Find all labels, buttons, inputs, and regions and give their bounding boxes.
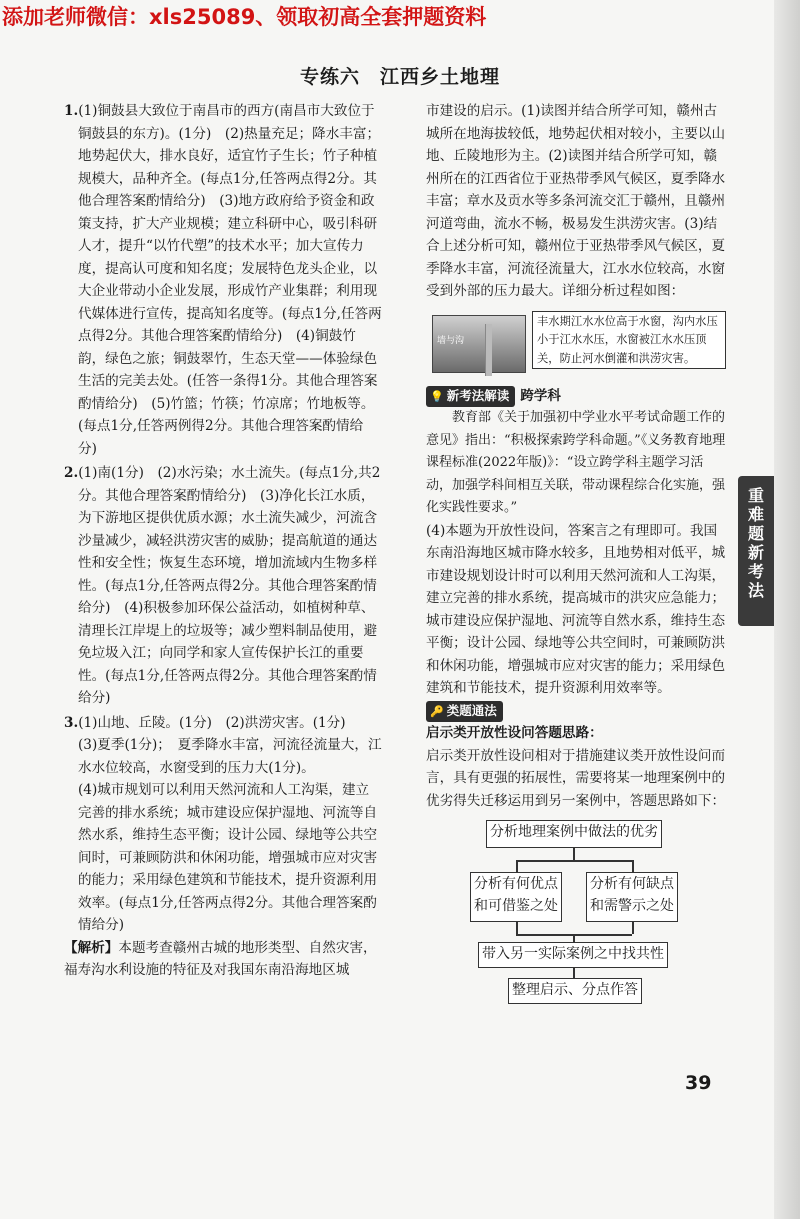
flow-connector	[516, 860, 518, 872]
leiti-tag-label: 类题通法	[446, 702, 497, 718]
side-tab-char: 法	[747, 581, 764, 600]
analysis-continued: 市建设的启示。(1)读图并结合所学可知，赣州古城所在地海拔较低，地势起伏相对较小，主要以山地、丘陵地形为主。(2)读图并结合所学可知，赣州所在的江西省位于亚热带季风气候区，夏季降水丰富；章水及贡水等多条河流交汇于赣州，且赣州河道弯曲，流水不畅，极易发生洪涝灾害。(3)结合上述分析可知，赣州位于亚热带季风气候区，夏季降水丰富，河流径流量大，江水水位较高，水窗受到外部的压力最大。详细分析过程如图：	[426, 103, 726, 299]
flow-bottom-box: 整理启示、分点作答	[508, 978, 642, 1004]
flow-right-box: 分析有何缺点和需警示之处	[586, 872, 678, 922]
key-icon: 🔑	[430, 704, 444, 718]
book-spine-shadow	[774, 0, 800, 1219]
question-1-number: 1.	[64, 103, 79, 119]
analysis	[64, 937, 382, 982]
water-window-figure	[432, 309, 728, 379]
water-window-photo	[432, 315, 526, 373]
side-tab-char: 重	[747, 486, 764, 505]
xinkaofa-header	[426, 385, 728, 408]
leiti-text: 启示类开放性设问相对于措施建议类开放性设问而言，具有更强的拓展性，需要将某一地理案例中的优劣得失迁移运用到另一案例中，答题思路如下：	[426, 747, 726, 809]
flow-connector	[632, 860, 634, 872]
figure-callout: 丰水期江水水位高于水窗，沟内水压小于江水水压，水窗被江水水压顶关，防止河水倒灌和洪涝灾害。	[532, 311, 726, 369]
question-2-number: 2.	[64, 465, 79, 481]
analysis-label: 【解析】	[64, 939, 119, 956]
flow-connector	[573, 848, 575, 860]
leiti-heading: 启示类开放性设问答题思路：	[426, 725, 603, 741]
leiti-tag	[426, 701, 503, 722]
xinkaofa-subject: 跨学科	[520, 387, 561, 404]
flow-connector	[632, 922, 634, 934]
side-tab-char: 题	[747, 524, 764, 543]
flow-connector	[573, 934, 575, 942]
question-2-answer: (1)南(1分) (2)水污染；水土流失。(每点1分,共2分。其他合理答案酌情给分) (3)净化长江水质，为下游地区提供优质水源；水土流失减少，河流含沙量减少，减轻洪涝灾害的威胁；提高航道的通达性和安全性；恢复生态环境，增加流域内生物多样性。(每点1分,任答两点得2分。其他合理答案酌情给分) (4)积极参加环保公益活动，如植树种草、清理长江岸堤上的垃圾等；减少塑料制品使用，避免垃圾入江；向同学和家人宣传保护长江的重要性。(每点1分,任答两点得2分。其他合理答案酌情给分)	[78, 465, 381, 706]
question-3-part-4: (4)城市规划可以利用天然河流和人工沟渠，建立完善的排水系统；城市建设应保护湿地、河流等自然水系，维持生态平衡；设计公园、绿地等公共空间时，可兼顾防洪和休闲功能，增强城市应对灾害的能力；采用绿色建筑和节能技术，提升资源利用效率。(每点1分,任答两点得2分。其他合理答案酌情给分)	[78, 782, 378, 933]
page-number: 39	[685, 1072, 712, 1094]
xinkaofa-tag-label: 新考法解读	[446, 387, 510, 403]
promo-banner: 添加老师微信：xls25089、领取初高全套押题资料	[2, 5, 487, 29]
xinkaofa-tag	[426, 386, 515, 407]
right-column	[426, 100, 728, 1028]
question-3-part-1: (1)山地、丘陵。(1分) (2)洪涝灾害。(1分)	[78, 714, 346, 731]
question-3	[64, 712, 382, 735]
question-3-number: 3.	[64, 714, 79, 731]
page-title: 专练六 江西乡土地理	[299, 66, 500, 88]
leiti-header	[426, 700, 728, 723]
side-tab-char: 难	[747, 505, 764, 524]
flow-connector	[573, 968, 575, 978]
flow-top-box: 分析地理案例中做法的优劣	[486, 820, 662, 848]
lightbulb-icon: 💡	[430, 389, 444, 403]
question-1	[64, 100, 382, 460]
flow-connector	[516, 922, 518, 934]
side-tab-char: 考	[747, 562, 764, 581]
question-1-answer: (1)铜鼓县大致位于南昌市的西方(南昌市大致位于铜鼓县的东方)。(1分) (2)热量充足；降水丰富；地势起伏大，排水良好，适宜竹子生长；竹子种植规模大，品种齐全。(每点1分,任答两点得2分。其他合理答案酌情给分) (3)地方政府给予资金和政策支持，扩大产业规模；建立科研中心，吸引科研人才，提升“以竹代塑”的技术水平；加大宣传力度，提高认可度和知名度；发展特色龙头企业，以大企业带动小企业发展，形成竹产业集群；利用现代媒体进行宣传，提高知名度等。(每点1分,任答两点得2分。其他合理答案酌情给分) (4)铜鼓竹韵，绿色之旅；铜鼓翠竹，生态天堂——体验绿色生活的完美去处。(任答一条得1分。其他合理答案酌情给分) (5)竹篮；竹筷；竹凉席；竹地板等。(每点1分,任答两例得2分。其他合理答案酌情给分)	[78, 103, 382, 457]
analysis-text-start: 本题考查赣州古城的地形类型、自然灾害，福寿沟水利设施的特征及对我国东南沿海地区城	[64, 939, 377, 978]
side-section-tab	[738, 476, 774, 626]
wall-shape	[485, 324, 492, 376]
answer-flowchart	[426, 818, 728, 1028]
question-3-part-3: (3)夏季(1分)； 夏季降水丰富，河流径流量大，江水水位较高，水窗受到的压力大(1分)。	[78, 737, 382, 776]
flow-left-box: 分析有何优点和可借鉴之处	[470, 872, 562, 922]
xinkaofa-quote: 教育部《关于加强初中学业水平考试命题工作的意见》指出：“积极探索跨学科命题。”《义务教育地理课程标准(2022年版)》：“设立跨学科主题学习活动，加强学科间相互关联，带动课程综合化实施，强化实践性要求。”	[426, 410, 726, 515]
question-2	[64, 462, 382, 710]
side-tab-char: 新	[747, 543, 764, 562]
xinkaofa-answer: (4)本题为开放性设问，答案言之有理即可。我国东南沿海地区城市降水较多，且地势相对低平，城市建设规划设计时可以利用天然河流和人工沟渠，建立完善的排水系统，提高城市的洪灾应急能力；城市建设应保护湿地、河流等自然水系，维持生态平衡；设计公园、绿地等公共空间时，可兼顾防洪和休闲功能，增强城市应对灾害的能力；采用绿色建筑和节能技术，提升资源利用效率等。	[426, 522, 726, 696]
flow-connector	[516, 860, 632, 862]
photo-label: 墙与沟	[437, 335, 465, 346]
flow-mid-box: 带入另一实际案例之中找共性	[478, 942, 668, 968]
left-column	[64, 100, 382, 982]
